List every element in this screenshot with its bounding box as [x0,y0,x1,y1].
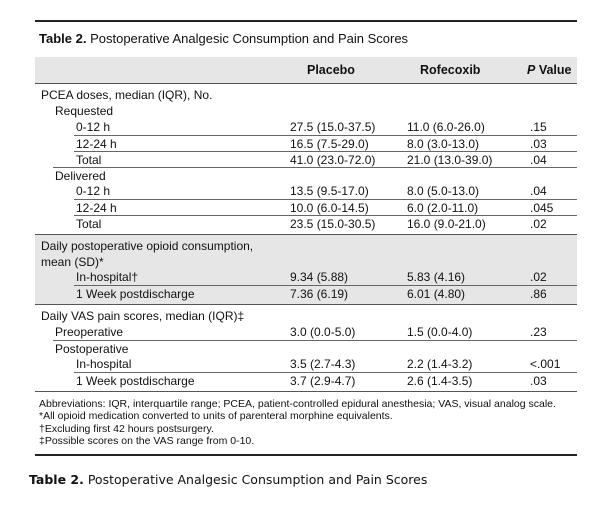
row-label: Requested [55,103,114,118]
cell-p-value: .04 [530,183,547,198]
cell-p-value: .045 [530,200,554,215]
row-label: In-hospital [76,356,132,371]
cell-rofecoxib: 16.0 (9.0-21.0) [407,216,486,231]
row-label: 1 Week postdischarge [76,373,195,388]
footnote-line: *All opioid medication converted to units of parenteral morphine equivalents. [39,410,393,423]
table-row [35,199,577,215]
row-label: Daily VAS pain scores, median (IQR)‡ [41,308,245,323]
row-label: Postoperative [55,341,129,356]
table-body [35,84,577,391]
table-row [35,167,577,183]
table-title-text: Postoperative Analgesic Consumption and Pain Scores [90,31,409,46]
table-row [35,324,577,340]
row-label: 1 Week postdischarge [76,286,195,301]
cell-rofecoxib: 1.5 (0.0-4.0) [407,324,473,339]
cell-p-value: .86 [530,286,547,301]
cell-rofecoxib: 8.0 (5.0-13.0) [407,183,480,198]
table-row [35,308,577,324]
row-label: 0-12 h [76,119,111,134]
cell-placebo: 10.0 (6.0-14.5) [290,200,369,215]
cell-placebo: 3.7 (2.9-4.7) [290,373,356,388]
row-label: Total [76,152,102,167]
row-label: Total [76,216,102,231]
table-row [35,238,577,269]
header-p-value [527,63,572,77]
table-row [35,215,577,231]
cell-rofecoxib: 11.0 (6.0-26.0) [407,119,485,134]
table-title-prefix: Table 2. [39,31,87,46]
cell-p-value: .03 [530,373,547,388]
table-row [35,87,577,103]
cell-rofecoxib: 2.2 (1.4-3.2) [407,356,473,371]
table-row [35,285,577,301]
footnote-line: ‡Possible scores on the VAS range from 0-10. [39,435,255,448]
table-section [35,235,577,304]
table-row [35,119,577,135]
footnote-line: Abbreviations: IQR, interquartile range; PCEA, patient-controlled epidural anesthesia; VAS, visual analog scale. [39,397,556,410]
column-header-row [35,57,577,83]
cell-p-value: .02 [530,269,547,284]
header-p-letter: P [527,62,536,77]
table-row [35,151,577,167]
cell-placebo: 27.5 (15.0-37.5) [290,119,376,134]
cell-rofecoxib: 2.6 (1.4-3.5) [407,373,473,388]
cell-rofecoxib: 6.01 (4.80) [407,286,466,301]
row-label: Daily postoperative opioid consumption, mean (SD)* [41,238,254,269]
table-row [35,356,577,372]
row-label: 12-24 h [76,136,117,151]
header-rofecoxib: Rofecoxib [420,62,481,77]
table-section [35,84,577,234]
header-placebo: Placebo [307,62,355,77]
header-p-word: Value [538,62,572,77]
cell-p-value: <.001 [530,356,561,371]
table-title [35,22,577,57]
cell-p-value: .02 [530,216,547,231]
figure-caption [29,472,427,487]
row-label: PCEA doses, median (IQR), No. [41,87,213,102]
cell-placebo: 41.0 (23.0-72.0) [290,152,376,167]
bottom-rule [35,454,577,456]
cell-placebo: 3.5 (2.7-4.3) [290,356,356,371]
cell-placebo: 7.36 (6.19) [290,286,349,301]
table-row [35,340,577,356]
cell-placebo: 13.5 (9.5-17.0) [290,183,369,198]
row-label: 12-24 h [76,200,117,215]
caption-prefix: Table 2. [29,472,84,487]
table-figure [35,20,577,456]
row-label: 0-12 h [76,183,111,198]
table-section [35,305,577,391]
table-row [35,183,577,199]
cell-rofecoxib: 8.0 (3.0-13.0) [407,136,480,151]
cell-p-value: .15 [530,119,547,134]
cell-placebo: 3.0 (0.0-5.0) [290,324,356,339]
cell-rofecoxib: 21.0 (13.0-39.0) [407,152,493,167]
caption-text: Postoperative Analgesic Consumption and Pain Scores [87,472,428,487]
cell-rofecoxib: 6.0 (2.0-11.0) [407,200,479,215]
table-row [35,135,577,151]
table-row [35,269,577,285]
cell-p-value: .03 [530,136,547,151]
footnote-line: †Excluding first 42 hours postsurgery. [39,422,214,435]
cell-p-value: .23 [530,324,547,339]
table-row [35,372,577,388]
cell-placebo: 9.34 (5.88) [290,269,349,284]
row-label: In-hospital† [76,269,139,284]
cell-placebo: 23.5 (15.0-30.5) [290,216,376,231]
cell-p-value: .04 [530,152,547,167]
cell-rofecoxib: 5.83 (4.16) [407,269,466,284]
cell-placebo: 16.5 (7.5-29.0) [290,136,369,151]
row-label: Preoperative [55,324,124,339]
table-row [35,103,577,119]
row-label: Delivered [55,168,106,183]
footnotes [35,392,577,454]
